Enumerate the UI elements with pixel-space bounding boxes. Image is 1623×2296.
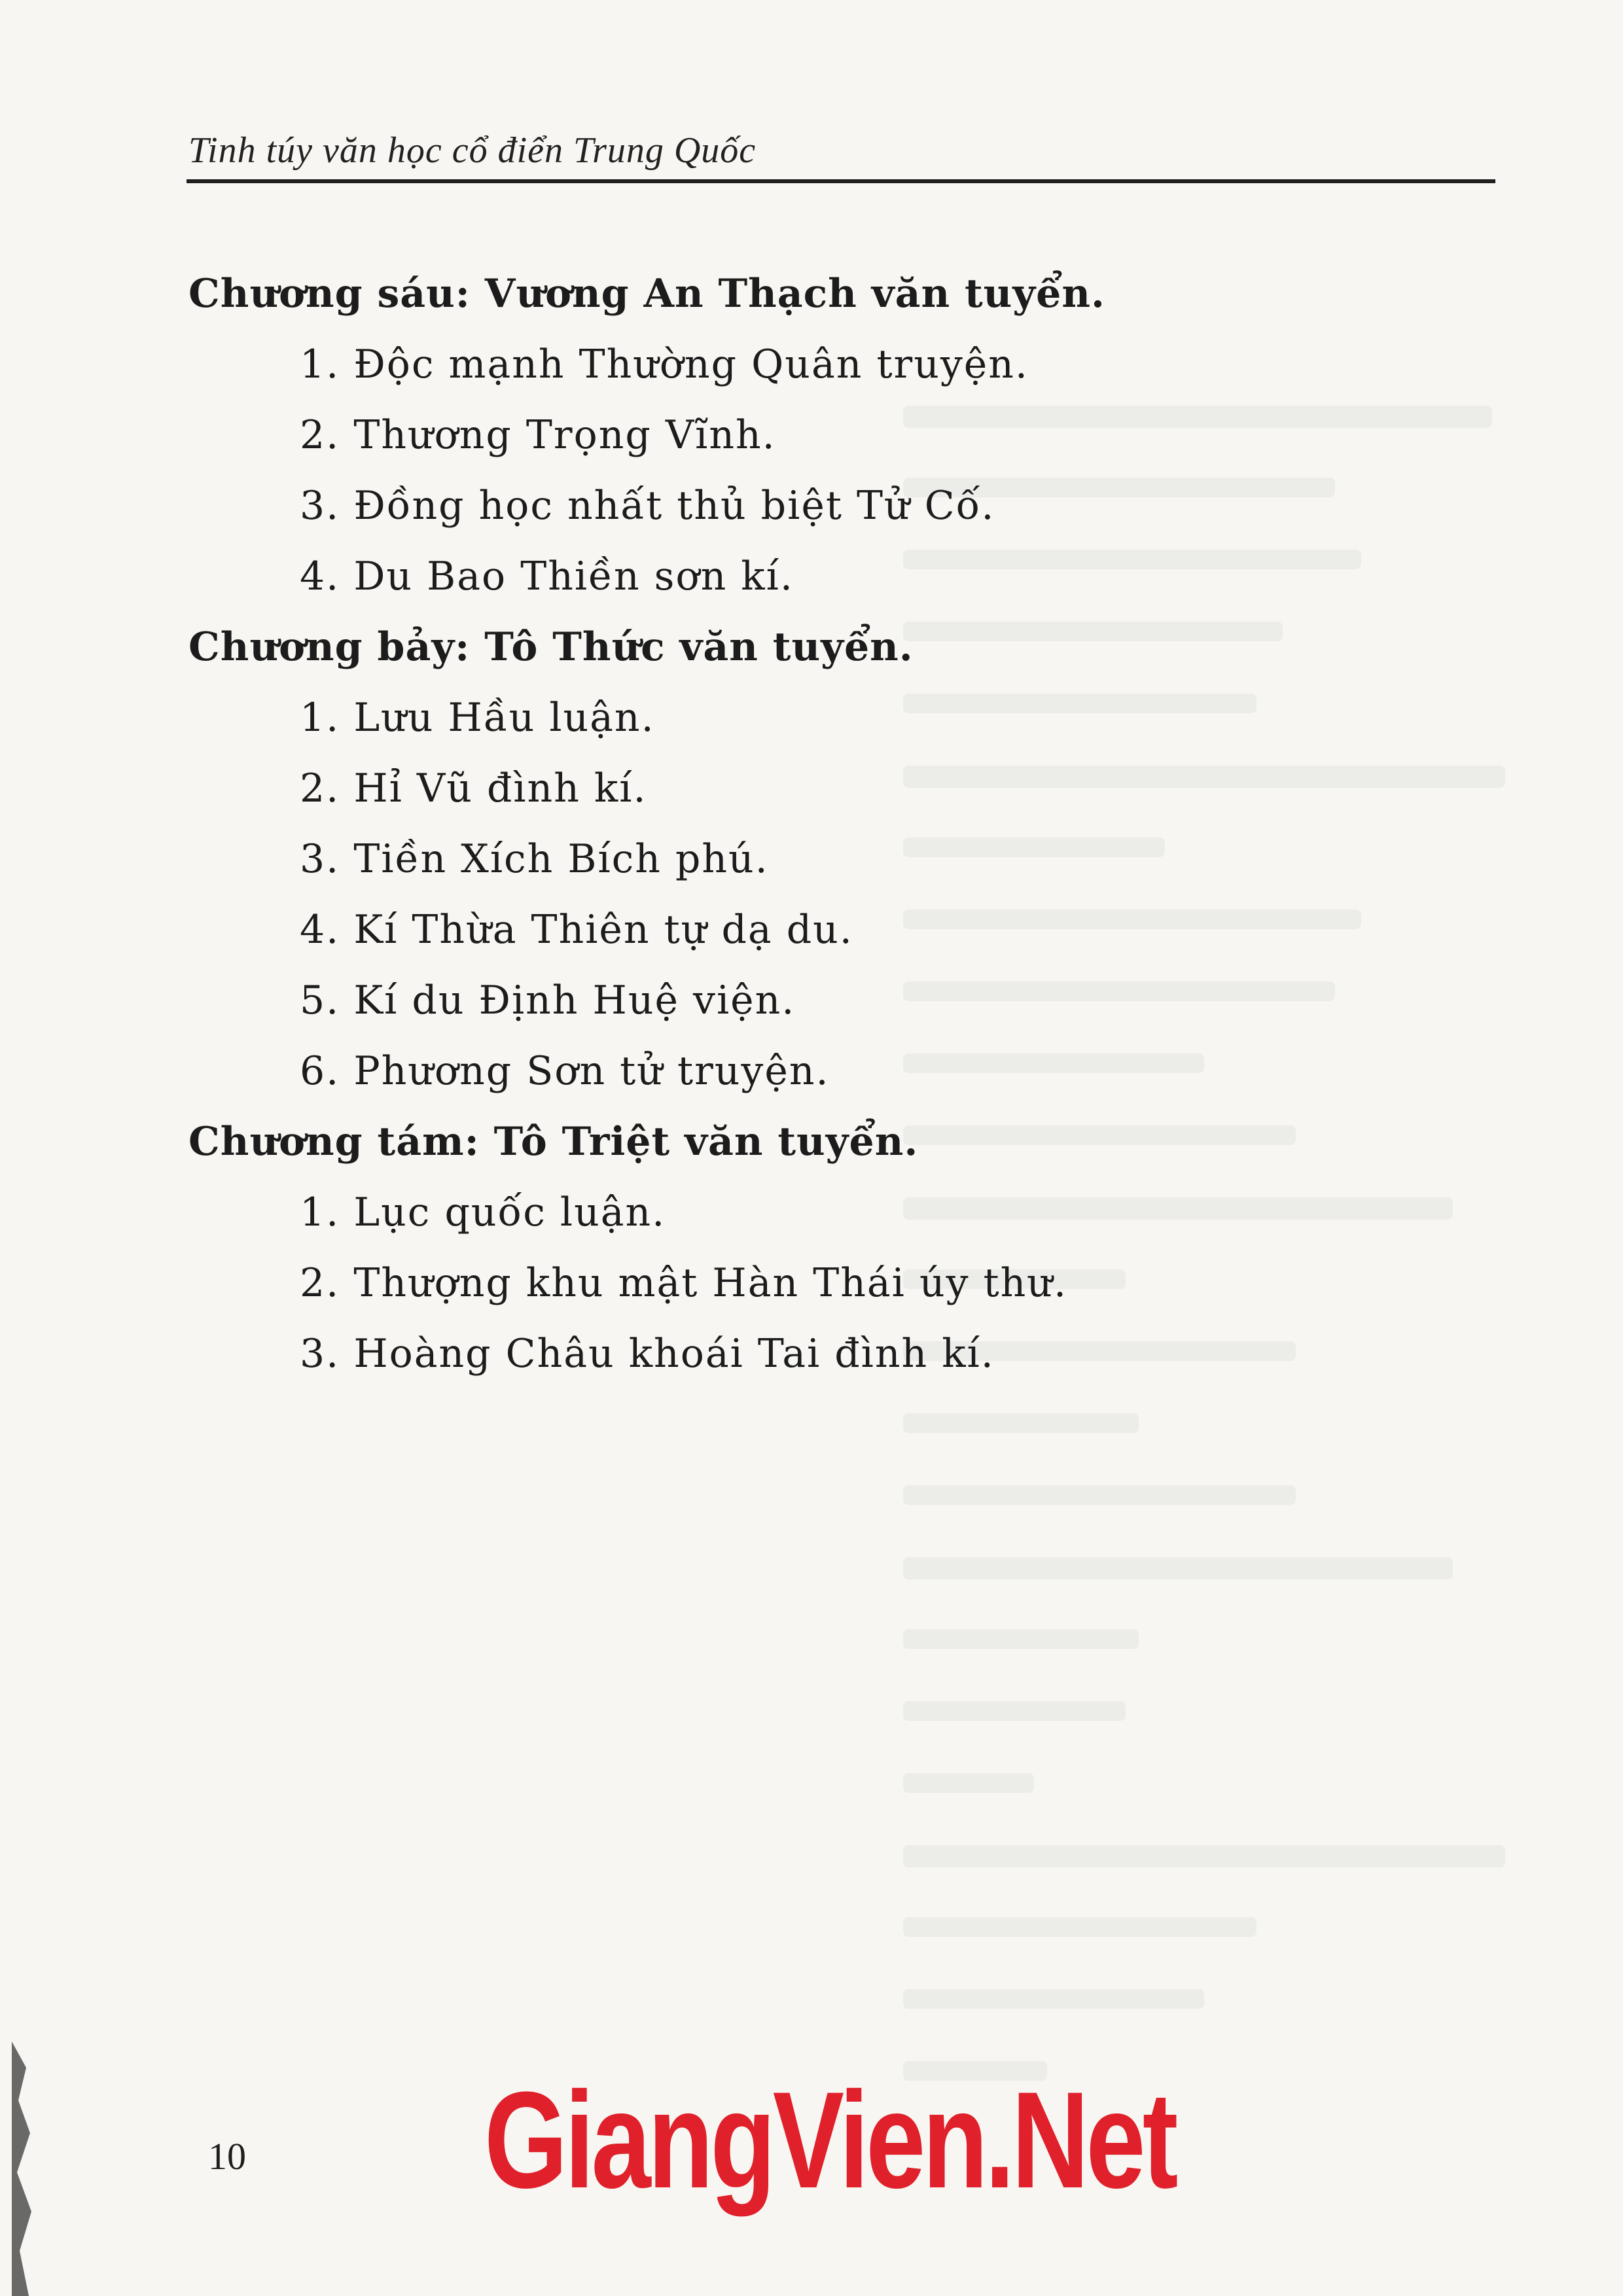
running-head: Tinh túy văn học cổ điển Trung Quốc: [188, 130, 757, 171]
toc-entry: 5. Kí du Định Huệ viện.: [300, 978, 796, 1023]
chapter-title: Chương sáu: Vương An Thạch văn tuyển.: [188, 271, 1105, 317]
chapter-section: [188, 1106, 1432, 1389]
toc-entry: 2. Thượng khu mật Hàn Thái úy thư.: [300, 1260, 1068, 1306]
page-edge-shadow: [12, 2041, 51, 2296]
page-number: 10: [208, 2135, 246, 2178]
toc-entry: 1. Độc mạnh Thường Quân truyện.: [300, 342, 1029, 387]
toc-entry: 3. Hoàng Châu khoái Tai đình kí.: [300, 1331, 995, 1377]
table-of-contents: [188, 258, 1432, 1389]
header-rule: [187, 179, 1495, 183]
toc-entry: 3. Đồng học nhất thủ biệt Tử Cố.: [300, 483, 995, 529]
toc-entry: 6. Phương Sơn tử truyện.: [300, 1048, 830, 1094]
chapter-section: [188, 258, 1432, 612]
toc-entry: 2. Hỉ Vũ đình kí.: [300, 766, 647, 811]
toc-entry: 4. Kí Thừa Thiên tự dạ du.: [300, 907, 853, 953]
chapter-title: Chương tám: Tô Triệt văn tuyển.: [188, 1119, 919, 1165]
watermark-logo: GiangVien.Net: [484, 2063, 1175, 2217]
chapter-title: Chương bảy: Tô Thức văn tuyển.: [188, 624, 914, 670]
toc-entry: 3. Tiền Xích Bích phú.: [300, 836, 769, 882]
chapter-section: [188, 612, 1432, 1106]
toc-entry: 1. Lưu Hầu luận.: [300, 695, 655, 741]
toc-entry: 1. Lục quốc luận.: [300, 1190, 666, 1235]
toc-entry: 2. Thương Trọng Vĩnh.: [300, 412, 776, 458]
toc-entry: 4. Du Bao Thiền sơn kí.: [300, 554, 794, 599]
